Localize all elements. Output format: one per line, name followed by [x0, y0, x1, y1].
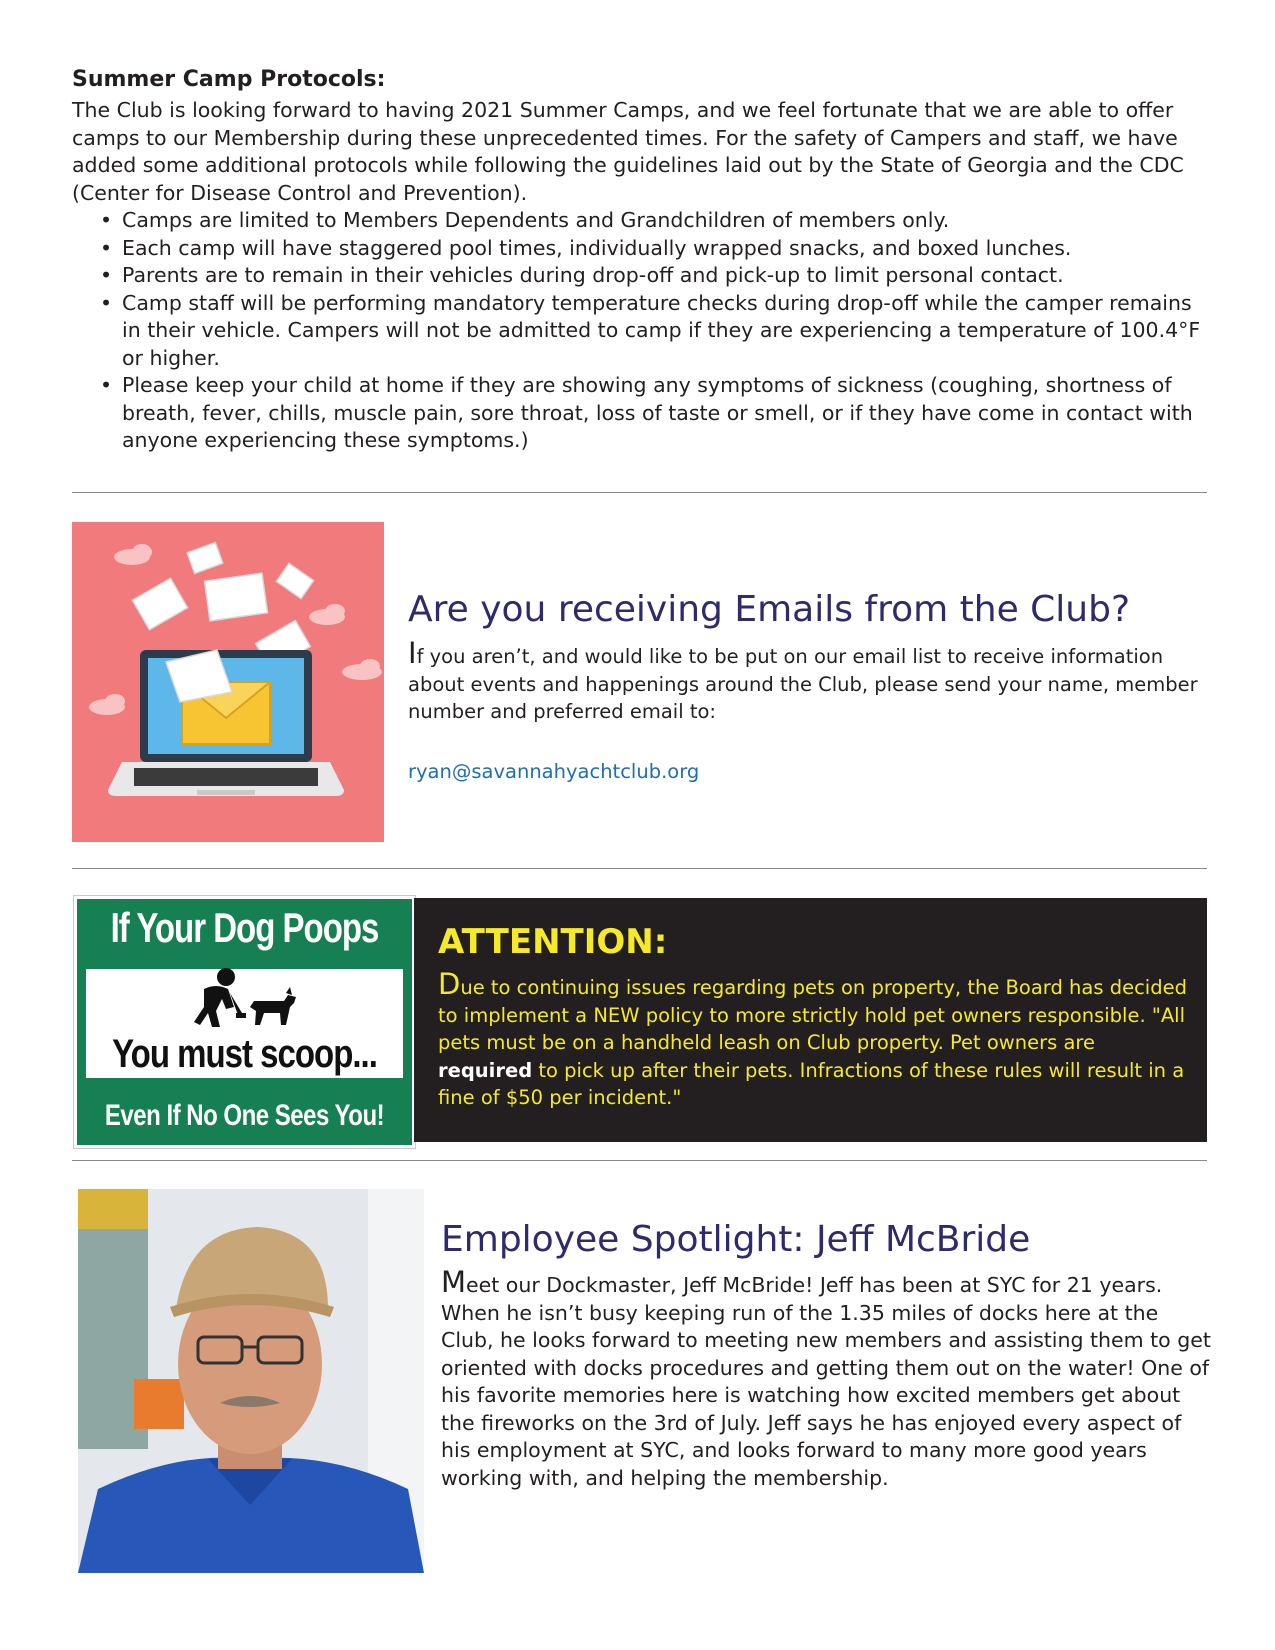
- drop-cap: D: [438, 967, 461, 1001]
- camp-heading: Summer Camp Protocols:: [72, 67, 386, 92]
- email-body-paragraph: [408, 636, 1208, 726]
- camp-protocol-list: [100, 207, 1210, 455]
- email-address-link[interactable]: ryan@savannahyachtclub.org: [408, 760, 700, 783]
- employee-portrait-image: [78, 1189, 424, 1573]
- sign-top-text: If Your Dog Poops: [110, 904, 379, 951]
- attention-body-text-end: to pick up after their pets. Infractions of these rules will result in a fine of $50 per incident.": [438, 1058, 1185, 1109]
- list-item-text: Camps are limited to Members Dependents and Grandchildren of members only.: [122, 208, 950, 232]
- email-body-text: f you aren’t, and would like to be put on our email list to receive information about events and happenings around the Club, please send your name, member number and preferred email to:: [408, 645, 1198, 723]
- spotlight-body-text: eet our Dockmaster, Jeff McBride! Jeff has been at SYC for 21 years. When he isn’t busy keeping run of the 1.35 miles of docks here at the Club, he looks forward to meeting new members and assisting them to get oriented with docks procedures and getting them out on the water! One of his favorite memories here is watching how excited members get about the fireworks on the 3rd of July. Jeff says he has enjoyed every aspect of his employment at SYC, and looks forward to many more good years working with, and helping the membership.: [441, 1273, 1211, 1490]
- list-item-text: Please keep your child at home if they are showing any symptoms of sickness (coughing, shortness of breath, fever, chills, muscle pain, sore throat, loss of taste or smell, or if they have come in contact with anyone experiencing these symptoms.): [122, 373, 1193, 452]
- sign-middle-text: You must scoop...: [112, 1031, 377, 1076]
- list-item-text: Each camp will have staggered pool times, individually wrapped snacks, and boxed lunches.: [122, 235, 1072, 260]
- spotlight-heading: Employee Spotlight: Jeff McBride: [441, 1219, 1031, 1260]
- attention-notice: [414, 898, 1207, 1142]
- spotlight-body-paragraph: [441, 1265, 1211, 1492]
- dog-poop-sign: [74, 896, 415, 1148]
- attention-heading: ATTENTION:: [438, 922, 668, 962]
- attention-required-text: required: [438, 1058, 533, 1082]
- list-item: • Each camp will have staggered pool times, individually wrapped snacks, and boxed lunches.: [100, 235, 1072, 260]
- section-divider: [72, 1160, 1207, 1161]
- list-item: • Please keep your child at home if they are showing any symptoms of sickness (coughing, shortness of breath, fever, chills, muscle pain, sore throat, loss of taste or smell, or if they have come in contact with anyone experiencing these symptoms.): [100, 373, 1193, 452]
- email-heading: Are you receiving Emails from the Club?: [408, 589, 1131, 630]
- section-divider: [72, 868, 1207, 869]
- drop-cap: M: [441, 1265, 467, 1299]
- laptop-envelope-icon: [72, 522, 384, 842]
- camp-intro-paragraph: The Club is looking forward to having 2021 Summer Camps, and we feel fortunate that we are able to offer camps to our Membership during these unprecedented times. For the safety of Campers and staff, we have added some additional protocols while following the guidelines laid out by the State of Georgia and the CDC (Center for Disease Control and Prevention).: [72, 98, 1184, 205]
- section-divider: [72, 492, 1207, 493]
- list-item-text: Camp staff will be performing mandatory temperature checks during drop-off while the camper remains in their vehicle. Campers will not be admitted to camp if they are experiencing a temperature of 100.4°F or higher.: [122, 290, 1201, 370]
- sign-bottom-text: Even If No One Sees You!: [104, 1098, 385, 1133]
- drop-cap: I: [408, 636, 417, 670]
- attention-body-paragraph: [438, 967, 1188, 1112]
- employee-photo: [78, 1189, 424, 1573]
- list-item: • Camp staff will be performing mandatory temperature checks during drop-off while the camper remains in their vehicle. Campers will not be admitted to camp if they are experiencing a temperature of 100.4°F or higher.: [100, 290, 1201, 370]
- sign-white-panel: [86, 969, 403, 1078]
- email-laptop-illustration: [72, 522, 384, 842]
- person-scooping-dog-icon: [186, 967, 306, 1031]
- list-item-text: Parents are to remain in their vehicles during drop-off and pick-up to limit personal contact.: [122, 263, 1064, 287]
- list-item: • Parents are to remain in their vehicles during drop-off and pick-up to limit personal contact.: [100, 263, 1064, 287]
- list-item: • Camps are limited to Members Dependents and Grandchildren of members only.: [100, 208, 950, 232]
- attention-body-text: ue to continuing issues regarding pets on property, the Board has decided to implement a NEW policy to more strictly hold pet owners responsible. "All pets must be on a handheld leash on Club property. Pet owners are: [438, 976, 1187, 1054]
